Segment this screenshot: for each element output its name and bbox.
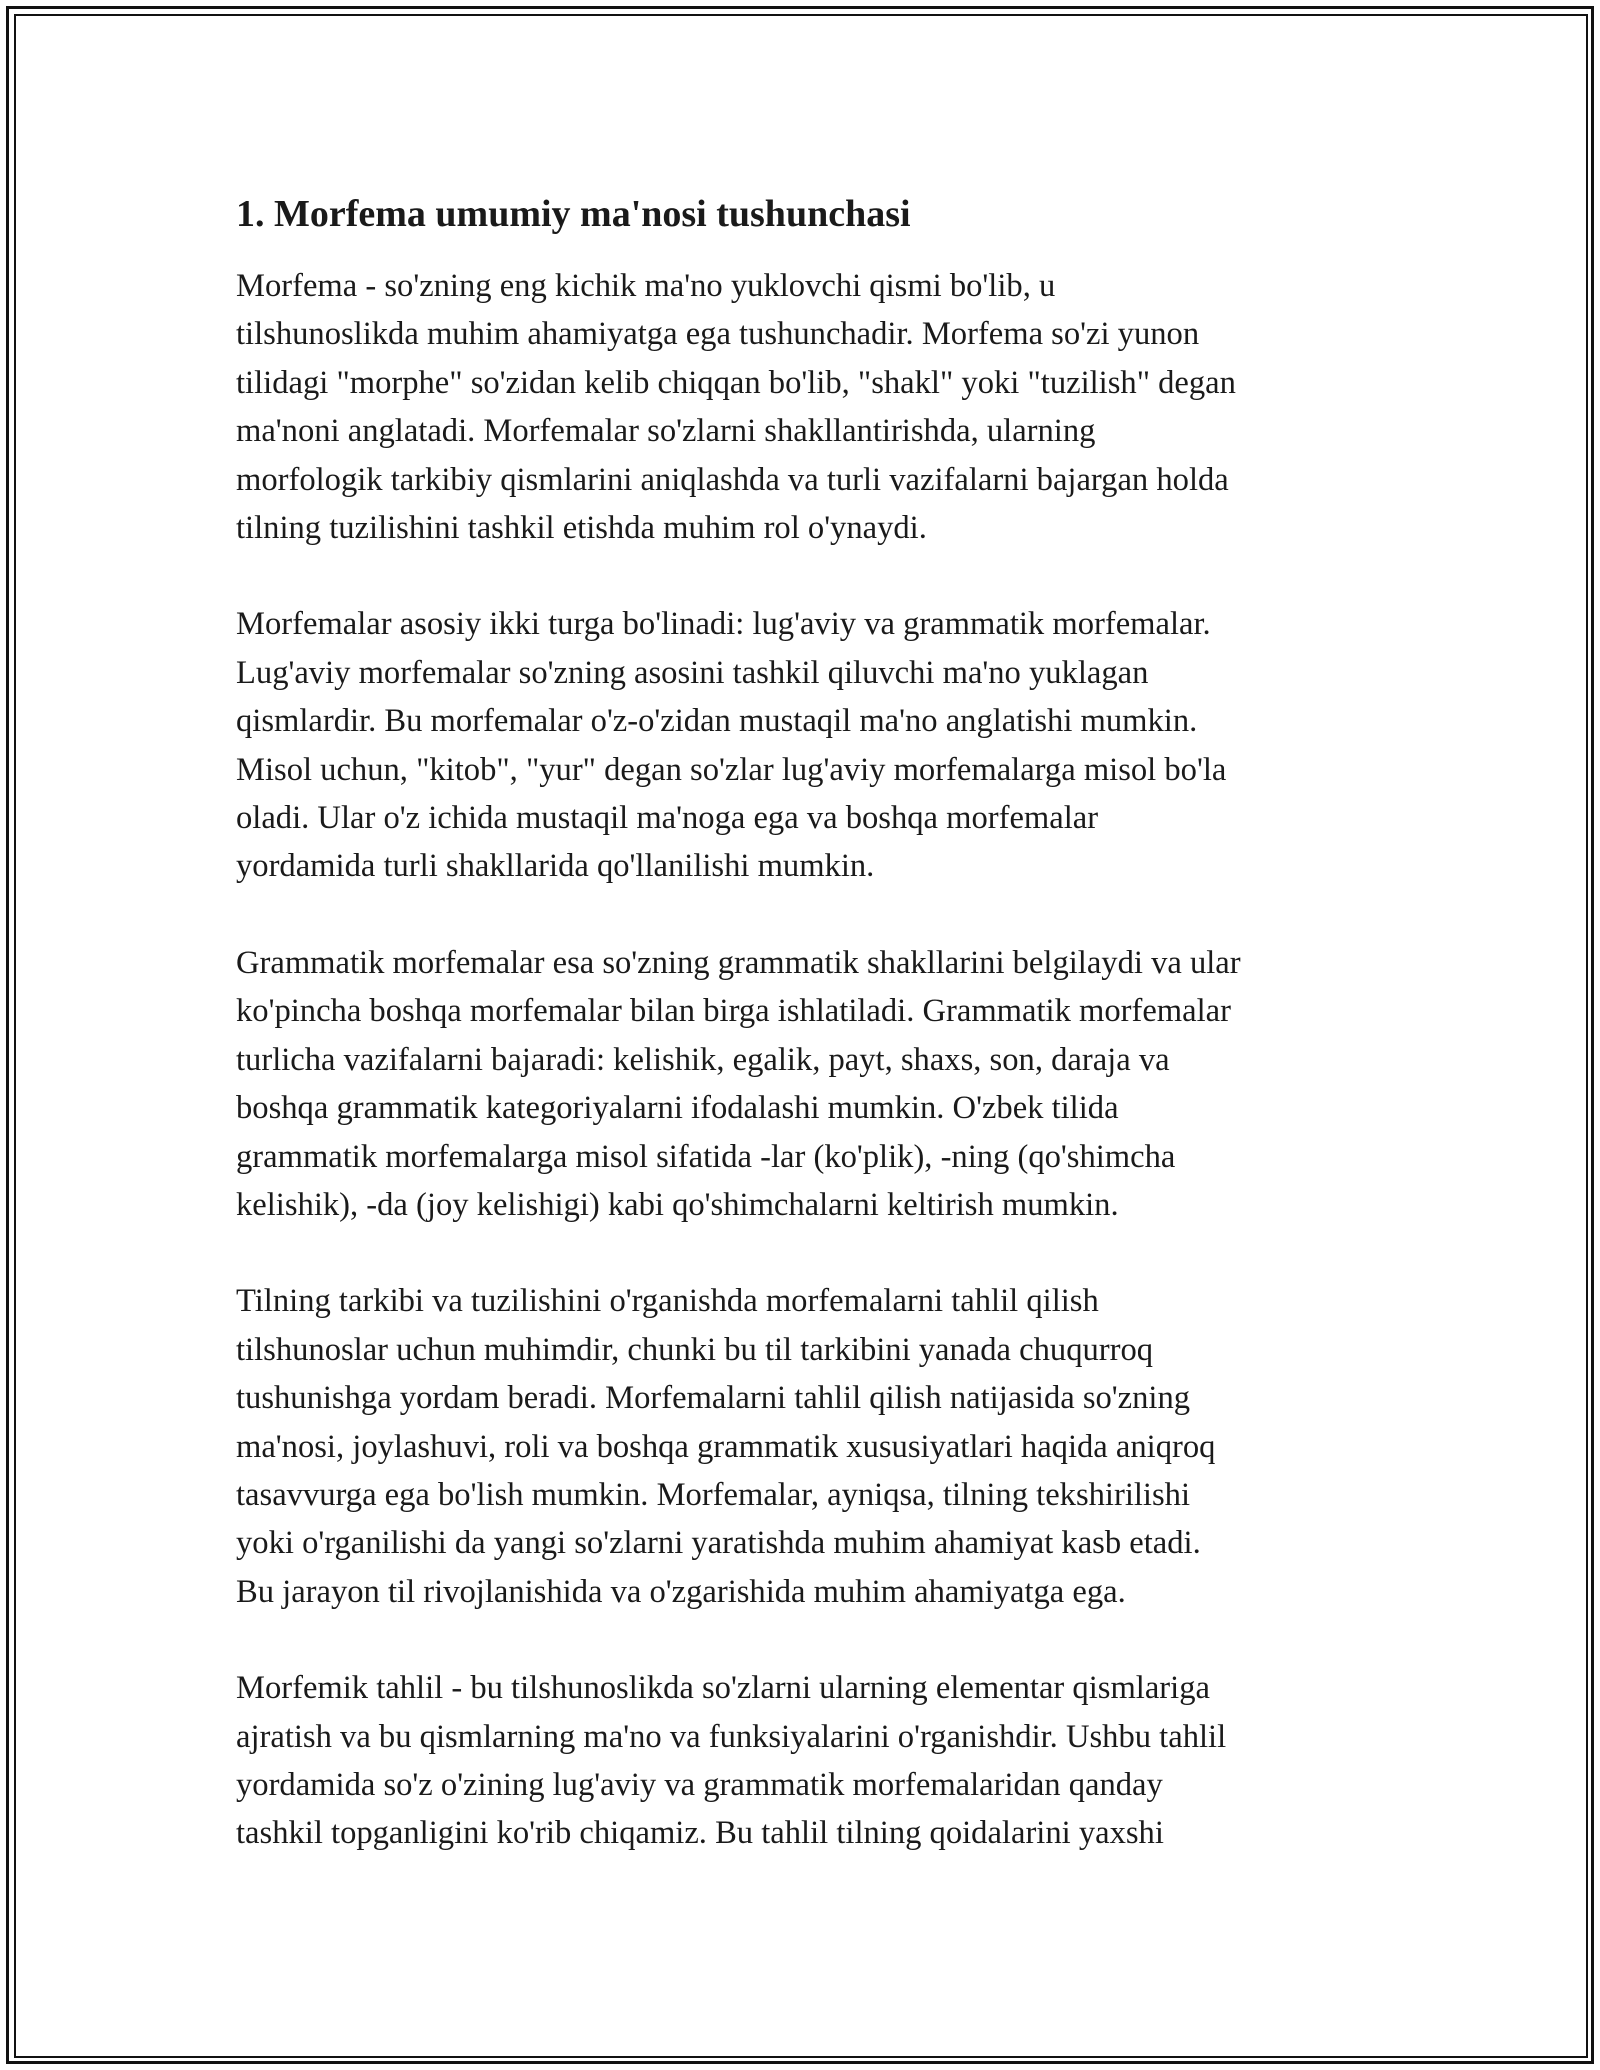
paragraph-1: [236, 262, 1386, 552]
paragraph-line: tilshunoslar uchun muhimdir, chunki bu til tarkibini yanada chuqurroq: [236, 1331, 1154, 1368]
paragraph-line: qismlardir. Bu morfemalar o'z-o'zidan mustaqil ma'no anglatishi mumkin.: [236, 703, 1198, 740]
paragraph-line: tilning tuzilishini tashkil etishda muhim rol o'ynaydi.: [236, 510, 927, 547]
paragraph-line: kelishik), -da (joy kelishigi) kabi qo'shimchalarni keltirish mumkin.: [236, 1186, 1119, 1223]
paragraph-line: Bu jarayon til rivojlanishida va o'zgarishida muhim ahamiyatga ega.: [236, 1573, 1126, 1610]
paragraph-line: tasavvurga ega bo'lish mumkin. Morfemalar, ayniqsa, tilning tekshirilishi: [236, 1476, 1190, 1513]
paragraph-line: Tilning tarkibi va tuzilishini o'rganishda morfemalarni tahlil qilish: [236, 1283, 1099, 1320]
document-body: [236, 188, 1386, 1906]
paragraph-4: [236, 1277, 1386, 1616]
paragraph-line: Morfemik tahlil - bu tilshunoslikda so'zlarni ularning elementar qismlariga: [236, 1670, 1210, 1707]
paragraph-line: ma'noni anglatadi. Morfemalar so'zlarni shakllantirishda, ularning: [236, 413, 1096, 450]
paragraph-line: tushunishga yordam beradi. Morfemalarni tahlil qilish natijasida so'zning: [236, 1380, 1191, 1417]
paragraph-line: yordamida so'z o'zining lug'aviy va grammatik morfemalaridan qanday: [236, 1766, 1163, 1803]
paragraph-line: Morfemalar asosiy ikki turga bo'linadi: lug'aviy va grammatik morfemalar.: [236, 606, 1211, 643]
paragraph-2: [236, 600, 1386, 890]
paragraph-line: tilidagi "morphe" so'zidan kelib chiqqan bo'lib, "shakl" yoki "tuzilish" degan: [236, 364, 1236, 401]
paragraph-line: Grammatik morfemalar esa so'zning grammatik shakllarini belgilaydi va ular: [236, 944, 1241, 981]
paragraph-line: morfologik tarkibiy qismlarini aniqlashda va turli vazifalarni bajargan holda: [236, 461, 1229, 498]
paragraph-line: Misol uchun, "kitob", "yur" degan so'zlar lug'aviy morfemalarga misol bo'la: [236, 751, 1227, 788]
paragraph-line: tilshunoslikda muhim ahamiyatga ega tushunchadir. Morfema so'zi yunon: [236, 316, 1200, 353]
paragraph-line: Morfema - so'zning eng kichik ma'no yuklovchi qismi bo'lib, u: [236, 268, 1056, 304]
paragraph-line: yoki o'rganilishi da yangi so'zlarni yaratishda muhim ahamiyat kasb etadi.: [236, 1525, 1201, 1562]
section-heading: 1. Morfema umumiy ma'nosi tushunchasi: [236, 193, 911, 235]
paragraph-line: boshqa grammatik kategoriyalarni ifodalashi mumkin. O'zbek tilida: [236, 1090, 1119, 1127]
paragraph-line: yordamida turli shakllarida qo'llanilishi mumkin.: [236, 848, 875, 885]
paragraph-5: [236, 1664, 1386, 1858]
paragraph-line: turlicha vazifalarni bajaradi: kelishik, egalik, payt, shaxs, son, daraja va: [236, 1041, 1170, 1078]
paragraph-line: grammatik morfemalarga misol sifatida -lar (ko'plik), -ning (qo'shimcha: [236, 1138, 1176, 1175]
paragraph-3: [236, 939, 1386, 1229]
paragraph-line: Lug'aviy morfemalar so'zning asosini tashkil qiluvchi ma'no yuklagan: [236, 654, 1149, 691]
paragraph-line: oladi. Ular o'z ichida mustaqil ma'noga ega va boshqa morfemalar: [236, 800, 1099, 837]
paragraph-line: ko'pincha boshqa morfemalar bilan birga ishlatiladi. Grammatik morfemalar: [236, 993, 1231, 1030]
paragraph-line: tashkil topganligini ko'rib chiqamiz. Bu tahlil tilning qoidalarini yaxshi: [236, 1815, 1164, 1852]
paragraph-line: ma'nosi, joylashuvi, roli va boshqa grammatik xususiyatlari haqida aniqroq: [236, 1428, 1216, 1465]
paragraph-line: ajratish va bu qismlarning ma'no va funksiyalarini o'rganishdir. Ushbu tahlil: [236, 1718, 1227, 1755]
